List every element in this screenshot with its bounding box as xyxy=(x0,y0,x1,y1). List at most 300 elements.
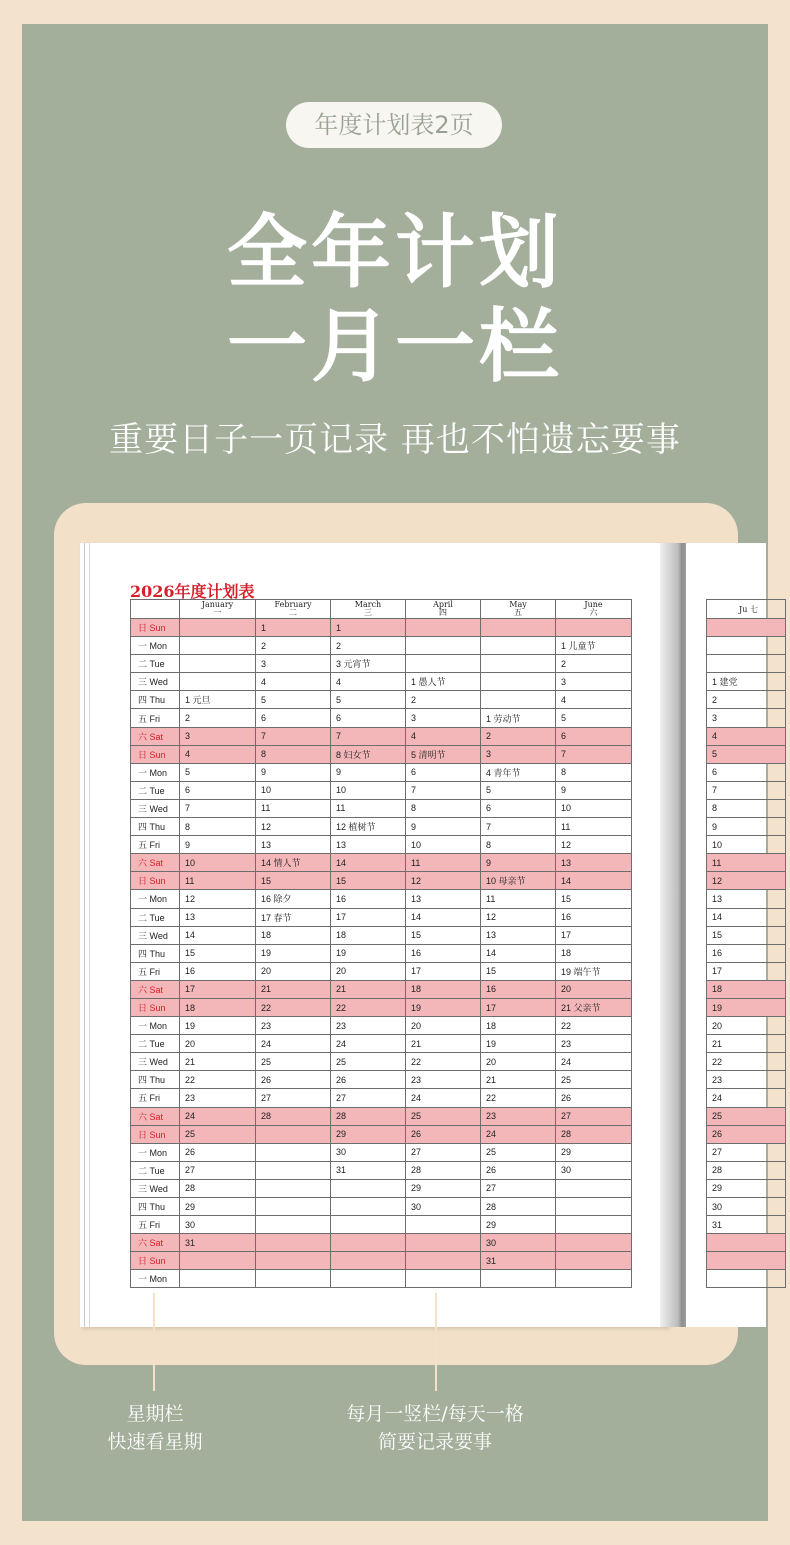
date-cell[interactable]: 5 xyxy=(707,745,786,763)
date-cell[interactable]: 25 xyxy=(556,1071,632,1089)
date-cell[interactable]: 27 xyxy=(481,1179,556,1197)
date-cell[interactable]: 23 xyxy=(707,1071,786,1089)
date-cell[interactable]: 4 xyxy=(180,745,256,763)
date-cell[interactable] xyxy=(331,1234,406,1252)
subtitle: 重要日子一页记录 再也不怕遗忘要事 xyxy=(109,420,681,460)
date-cell[interactable]: 5 xyxy=(556,709,632,727)
date-cell[interactable]: 28 xyxy=(707,1161,786,1179)
date-cell[interactable]: 27 xyxy=(180,1161,256,1179)
weekday-label: 日 Sun xyxy=(131,619,180,637)
date-cell[interactable] xyxy=(406,619,481,637)
date-cell[interactable]: 26 xyxy=(256,1071,331,1089)
date-cell[interactable]: 8 xyxy=(406,799,481,817)
date-cell[interactable] xyxy=(707,1270,786,1288)
date-cell[interactable]: 29 xyxy=(481,1216,556,1234)
date-cell[interactable]: 12 植树节 xyxy=(331,818,406,836)
date-cell[interactable]: 29 xyxy=(707,1179,786,1197)
date-cell[interactable] xyxy=(556,619,632,637)
date-cell[interactable]: 30 xyxy=(406,1198,481,1216)
date-cell[interactable]: 11 xyxy=(256,799,331,817)
date-cell[interactable]: 14 xyxy=(707,908,786,926)
calendar-row xyxy=(131,799,632,817)
date-cell[interactable]: 11 xyxy=(331,799,406,817)
month-header: Ju 七 xyxy=(707,600,786,619)
date-cell[interactable] xyxy=(331,1252,406,1270)
date-cell[interactable] xyxy=(481,637,556,655)
date-cell[interactable]: 28 xyxy=(481,1198,556,1216)
date-cell[interactable]: 28 xyxy=(556,1125,632,1143)
date-cell[interactable]: 3 xyxy=(256,655,331,673)
date-cell[interactable] xyxy=(406,1270,481,1288)
date-cell[interactable]: 19 xyxy=(331,944,406,962)
date-cell[interactable]: 18 xyxy=(707,980,786,998)
calendar-row xyxy=(707,1071,786,1089)
date-cell[interactable]: 22 xyxy=(481,1089,556,1107)
date-cell[interactable]: 30 xyxy=(331,1143,406,1161)
date-cell[interactable]: 2 xyxy=(707,691,786,709)
date-cell[interactable] xyxy=(707,1234,786,1252)
date-cell[interactable] xyxy=(256,1216,331,1234)
corner-header xyxy=(131,600,180,619)
date-cell[interactable]: 17 xyxy=(406,962,481,980)
date-cell[interactable]: 4 xyxy=(556,691,632,709)
date-cell[interactable]: 17 xyxy=(331,908,406,926)
date-cell[interactable] xyxy=(707,619,786,637)
date-cell[interactable] xyxy=(331,1179,406,1197)
date-cell[interactable]: 25 xyxy=(481,1143,556,1161)
date-cell[interactable]: 8 xyxy=(256,745,331,763)
date-cell[interactable]: 2 xyxy=(481,727,556,745)
date-cell[interactable]: 10 xyxy=(707,836,786,854)
date-cell[interactable]: 11 xyxy=(481,890,556,908)
date-cell[interactable]: 15 xyxy=(556,890,632,908)
date-cell[interactable] xyxy=(707,1252,786,1270)
date-cell[interactable]: 3 xyxy=(406,709,481,727)
date-cell[interactable] xyxy=(481,673,556,691)
date-cell[interactable]: 3 xyxy=(481,745,556,763)
date-cell[interactable]: 19 xyxy=(406,998,481,1016)
date-cell[interactable]: 27 xyxy=(707,1143,786,1161)
date-cell[interactable]: 29 xyxy=(556,1143,632,1161)
date-cell[interactable]: 5 xyxy=(331,691,406,709)
date-cell[interactable]: 19 xyxy=(180,1017,256,1035)
date-cell[interactable]: 19 xyxy=(481,1035,556,1053)
date-cell[interactable]: 6 xyxy=(556,727,632,745)
date-cell[interactable]: 18 xyxy=(481,1017,556,1035)
weekday-label: 日 Sun xyxy=(131,745,180,763)
date-cell[interactable] xyxy=(180,1270,256,1288)
date-cell[interactable]: 11 xyxy=(556,818,632,836)
date-cell[interactable]: 31 xyxy=(331,1161,406,1179)
date-cell[interactable]: 6 xyxy=(256,709,331,727)
date-cell[interactable]: 8 妇女节 xyxy=(331,745,406,763)
date-cell[interactable]: 12 xyxy=(707,872,786,890)
date-cell[interactable] xyxy=(556,1234,632,1252)
date-cell[interactable]: 10 xyxy=(180,854,256,872)
date-cell[interactable]: 12 xyxy=(556,836,632,854)
date-cell[interactable]: 7 xyxy=(707,781,786,799)
date-cell[interactable]: 21 xyxy=(331,980,406,998)
date-cell[interactable]: 15 xyxy=(180,944,256,962)
date-cell[interactable]: 25 xyxy=(180,1125,256,1143)
calendar-row xyxy=(707,1089,786,1107)
date-cell[interactable] xyxy=(256,1125,331,1143)
date-cell[interactable]: 15 xyxy=(406,926,481,944)
weekday-label: 二 Tue xyxy=(131,908,180,926)
date-cell[interactable]: 30 xyxy=(481,1234,556,1252)
date-cell[interactable]: 17 春节 xyxy=(256,908,331,926)
date-cell[interactable]: 6 xyxy=(707,763,786,781)
date-cell[interactable]: 15 xyxy=(707,926,786,944)
date-cell[interactable]: 27 xyxy=(256,1089,331,1107)
date-cell[interactable]: 28 xyxy=(331,1107,406,1125)
date-cell[interactable]: 20 xyxy=(256,962,331,980)
calendar-row xyxy=(131,673,632,691)
date-cell[interactable]: 15 xyxy=(481,962,556,980)
date-cell[interactable]: 22 xyxy=(406,1053,481,1071)
date-cell[interactable]: 26 xyxy=(556,1089,632,1107)
calendar-row xyxy=(131,1198,632,1216)
date-cell[interactable]: 22 xyxy=(707,1053,786,1071)
date-cell[interactable]: 19 xyxy=(707,998,786,1016)
date-cell[interactable]: 14 xyxy=(481,944,556,962)
date-cell[interactable]: 4 xyxy=(707,727,786,745)
date-cell[interactable] xyxy=(180,619,256,637)
date-cell[interactable]: 21 xyxy=(180,1053,256,1071)
date-cell[interactable]: 14 xyxy=(331,854,406,872)
date-cell[interactable]: 19 端午节 xyxy=(556,962,632,980)
date-cell[interactable]: 16 xyxy=(331,890,406,908)
date-cell[interactable]: 20 xyxy=(180,1035,256,1053)
date-cell[interactable] xyxy=(481,691,556,709)
date-cell[interactable] xyxy=(406,655,481,673)
date-cell[interactable]: 21 xyxy=(707,1035,786,1053)
date-cell[interactable] xyxy=(556,1179,632,1197)
date-cell[interactable]: 14 xyxy=(180,926,256,944)
caption-right xyxy=(315,1400,555,1456)
date-cell[interactable] xyxy=(556,1198,632,1216)
date-cell[interactable]: 9 xyxy=(256,763,331,781)
date-cell[interactable]: 10 xyxy=(406,836,481,854)
calendar-row xyxy=(707,944,786,962)
date-cell[interactable]: 17 xyxy=(707,962,786,980)
date-cell[interactable] xyxy=(256,1179,331,1197)
date-cell[interactable]: 15 xyxy=(331,872,406,890)
date-cell[interactable]: 11 xyxy=(707,854,786,872)
date-cell[interactable]: 18 xyxy=(180,998,256,1016)
date-cell[interactable]: 26 xyxy=(707,1125,786,1143)
date-cell[interactable]: 16 xyxy=(406,944,481,962)
date-cell[interactable] xyxy=(481,619,556,637)
date-cell[interactable]: 22 xyxy=(556,1017,632,1035)
weekday-label: 三 Wed xyxy=(131,1053,180,1071)
date-cell[interactable]: 24 xyxy=(481,1125,556,1143)
date-cell[interactable]: 6 xyxy=(180,781,256,799)
date-cell[interactable]: 1 愚人节 xyxy=(406,673,481,691)
planner-right-page xyxy=(686,543,766,1327)
weekday-label: 日 Sun xyxy=(131,998,180,1016)
date-cell[interactable]: 28 xyxy=(406,1161,481,1179)
date-cell[interactable]: 13 xyxy=(331,836,406,854)
date-cell[interactable]: 16 xyxy=(481,980,556,998)
date-cell[interactable]: 31 xyxy=(707,1216,786,1234)
date-cell[interactable]: 9 xyxy=(180,836,256,854)
date-cell[interactable]: 18 xyxy=(406,980,481,998)
calendar-row xyxy=(131,1089,632,1107)
date-cell[interactable] xyxy=(256,1234,331,1252)
date-cell[interactable] xyxy=(707,637,786,655)
date-cell[interactable] xyxy=(331,1198,406,1216)
date-cell[interactable]: 1 xyxy=(256,619,331,637)
date-cell[interactable] xyxy=(556,1216,632,1234)
date-cell[interactable] xyxy=(180,655,256,673)
date-cell[interactable]: 22 xyxy=(331,998,406,1016)
date-cell[interactable]: 10 xyxy=(256,781,331,799)
date-cell[interactable] xyxy=(256,1161,331,1179)
date-cell[interactable]: 4 xyxy=(256,673,331,691)
date-cell[interactable]: 30 xyxy=(707,1198,786,1216)
date-cell[interactable]: 9 xyxy=(556,781,632,799)
date-cell[interactable]: 9 xyxy=(406,818,481,836)
date-cell[interactable]: 23 xyxy=(256,1017,331,1035)
calendar-row xyxy=(707,637,786,655)
date-cell[interactable]: 20 xyxy=(556,980,632,998)
date-cell[interactable]: 21 xyxy=(406,1035,481,1053)
date-cell[interactable]: 16 xyxy=(556,908,632,926)
date-cell[interactable]: 24 xyxy=(180,1107,256,1125)
date-cell[interactable]: 7 xyxy=(556,745,632,763)
date-cell[interactable]: 27 xyxy=(406,1143,481,1161)
date-cell[interactable] xyxy=(406,637,481,655)
date-cell[interactable]: 13 xyxy=(256,836,331,854)
date-cell[interactable]: 22 xyxy=(256,998,331,1016)
date-cell[interactable] xyxy=(406,1252,481,1270)
date-cell[interactable] xyxy=(556,1252,632,1270)
date-cell[interactable]: 12 xyxy=(256,818,331,836)
date-cell[interactable]: 24 xyxy=(707,1089,786,1107)
calendar-row xyxy=(131,1035,632,1053)
date-cell[interactable] xyxy=(256,1198,331,1216)
date-cell[interactable]: 3 xyxy=(556,673,632,691)
date-cell[interactable] xyxy=(180,1252,256,1270)
weekday-label: 一 Mon xyxy=(131,1017,180,1035)
date-cell[interactable]: 14 xyxy=(556,872,632,890)
badge: 年度计划表2页 xyxy=(286,102,502,148)
date-cell[interactable]: 13 xyxy=(406,890,481,908)
date-cell[interactable]: 15 xyxy=(256,872,331,890)
date-cell[interactable]: 22 xyxy=(180,1071,256,1089)
date-cell[interactable]: 2 xyxy=(256,637,331,655)
date-cell[interactable]: 11 xyxy=(406,854,481,872)
calendar-row xyxy=(131,872,632,890)
date-cell[interactable]: 20 xyxy=(331,962,406,980)
date-cell[interactable]: 30 xyxy=(180,1216,256,1234)
date-cell[interactable]: 5 清明节 xyxy=(406,745,481,763)
weekday-label: 四 Thu xyxy=(131,1198,180,1216)
calendar-row xyxy=(707,1143,786,1161)
date-cell[interactable]: 1 xyxy=(331,619,406,637)
date-cell[interactable]: 31 xyxy=(481,1252,556,1270)
date-cell[interactable]: 28 xyxy=(180,1179,256,1197)
date-cell[interactable]: 3 xyxy=(707,709,786,727)
date-cell[interactable]: 18 xyxy=(256,926,331,944)
date-cell[interactable] xyxy=(406,1234,481,1252)
date-cell[interactable]: 7 xyxy=(331,727,406,745)
weekday-label: 二 Tue xyxy=(131,655,180,673)
date-cell[interactable]: 1 建党 xyxy=(707,673,786,691)
date-cell[interactable]: 27 xyxy=(331,1089,406,1107)
date-cell[interactable]: 8 xyxy=(556,763,632,781)
date-cell[interactable]: 11 xyxy=(180,872,256,890)
date-cell[interactable]: 5 xyxy=(256,691,331,709)
date-cell[interactable]: 10 母亲节 xyxy=(481,872,556,890)
date-cell[interactable]: 7 xyxy=(180,799,256,817)
date-cell[interactable]: 17 xyxy=(556,926,632,944)
date-cell[interactable]: 25 xyxy=(256,1053,331,1071)
date-cell[interactable]: 18 xyxy=(556,944,632,962)
date-cell[interactable]: 9 xyxy=(707,818,786,836)
date-cell[interactable]: 13 xyxy=(180,908,256,926)
date-cell[interactable]: 30 xyxy=(556,1161,632,1179)
date-cell[interactable]: 24 xyxy=(406,1089,481,1107)
date-cell[interactable]: 7 xyxy=(481,818,556,836)
date-cell[interactable]: 8 xyxy=(707,799,786,817)
date-cell[interactable]: 14 xyxy=(406,908,481,926)
date-cell[interactable] xyxy=(180,637,256,655)
date-cell[interactable]: 25 xyxy=(406,1107,481,1125)
date-cell[interactable]: 19 xyxy=(256,944,331,962)
calendar-row xyxy=(707,980,786,998)
weekday-label: 五 Fri xyxy=(131,1089,180,1107)
date-cell[interactable]: 20 xyxy=(707,1017,786,1035)
date-cell[interactable]: 23 xyxy=(406,1071,481,1089)
date-cell[interactable]: 2 xyxy=(331,637,406,655)
date-cell[interactable]: 1 儿童节 xyxy=(556,637,632,655)
date-cell[interactable]: 26 xyxy=(331,1071,406,1089)
weekday-label: 五 Fri xyxy=(131,709,180,727)
date-cell[interactable]: 9 xyxy=(481,854,556,872)
date-cell[interactable]: 23 xyxy=(331,1017,406,1035)
date-cell[interactable]: 7 xyxy=(406,781,481,799)
date-cell[interactable] xyxy=(256,1252,331,1270)
date-cell[interactable]: 29 xyxy=(406,1179,481,1197)
date-cell[interactable]: 12 xyxy=(481,908,556,926)
date-cell[interactable]: 2 xyxy=(556,655,632,673)
date-cell[interactable]: 24 xyxy=(331,1035,406,1053)
date-cell[interactable]: 13 xyxy=(556,854,632,872)
date-cell[interactable]: 4 青年节 xyxy=(481,763,556,781)
month-name: April xyxy=(433,600,453,609)
calendar-row xyxy=(707,1234,786,1252)
date-cell[interactable]: 18 xyxy=(331,926,406,944)
date-cell[interactable]: 6 xyxy=(406,763,481,781)
date-cell[interactable]: 4 xyxy=(331,673,406,691)
date-cell[interactable]: 10 xyxy=(556,799,632,817)
date-cell[interactable]: 6 xyxy=(481,799,556,817)
date-cell[interactable]: 29 xyxy=(180,1198,256,1216)
date-cell[interactable]: 27 xyxy=(556,1107,632,1125)
date-cell[interactable]: 16 除夕 xyxy=(256,890,331,908)
date-cell[interactable]: 24 xyxy=(256,1035,331,1053)
date-cell[interactable]: 6 xyxy=(331,709,406,727)
date-cell[interactable]: 2 xyxy=(180,709,256,727)
date-cell[interactable]: 9 xyxy=(331,763,406,781)
date-cell[interactable]: 8 xyxy=(481,836,556,854)
date-cell[interactable]: 16 xyxy=(707,944,786,962)
date-cell[interactable]: 21 xyxy=(481,1071,556,1089)
calendar-row xyxy=(707,1270,786,1288)
date-cell[interactable] xyxy=(256,1143,331,1161)
caption-right-line-2: 简要记录要事 xyxy=(377,1431,492,1453)
page-edge-line xyxy=(89,543,90,1327)
date-cell[interactable] xyxy=(481,655,556,673)
date-cell[interactable]: 20 xyxy=(406,1017,481,1035)
date-cell[interactable]: 1 元旦 xyxy=(180,691,256,709)
date-cell[interactable]: 23 xyxy=(180,1089,256,1107)
date-cell[interactable]: 12 xyxy=(406,872,481,890)
calendar-row xyxy=(131,1053,632,1071)
date-cell[interactable]: 21 xyxy=(256,980,331,998)
month-name: June xyxy=(584,600,603,609)
date-cell[interactable] xyxy=(256,1270,331,1288)
date-cell[interactable] xyxy=(481,1270,556,1288)
date-cell[interactable]: 13 xyxy=(481,926,556,944)
date-cell[interactable]: 3 元宵节 xyxy=(331,655,406,673)
date-cell[interactable]: 12 xyxy=(180,890,256,908)
date-cell[interactable]: 23 xyxy=(481,1107,556,1125)
date-cell[interactable] xyxy=(331,1216,406,1234)
date-cell[interactable]: 16 xyxy=(180,962,256,980)
date-cell[interactable]: 25 xyxy=(707,1107,786,1125)
date-cell[interactable]: 14 情人节 xyxy=(256,854,331,872)
date-cell[interactable]: 2 xyxy=(406,691,481,709)
date-cell[interactable]: 4 xyxy=(406,727,481,745)
date-cell[interactable] xyxy=(180,673,256,691)
date-cell[interactable]: 5 xyxy=(481,781,556,799)
date-cell[interactable]: 25 xyxy=(331,1053,406,1071)
date-cell[interactable]: 20 xyxy=(481,1053,556,1071)
calendar-row xyxy=(131,1071,632,1089)
date-cell[interactable] xyxy=(556,1270,632,1288)
date-cell[interactable]: 10 xyxy=(331,781,406,799)
date-cell[interactable]: 28 xyxy=(256,1107,331,1125)
weekday-label: 五 Fri xyxy=(131,1216,180,1234)
date-cell[interactable]: 23 xyxy=(556,1035,632,1053)
date-cell[interactable]: 1 劳动节 xyxy=(481,709,556,727)
month-header xyxy=(331,600,406,619)
date-cell[interactable] xyxy=(331,1270,406,1288)
weekday-label: 三 Wed xyxy=(131,799,180,817)
date-cell[interactable]: 21 父亲节 xyxy=(556,998,632,1016)
date-cell[interactable]: 26 xyxy=(481,1161,556,1179)
calendar-row xyxy=(707,799,786,817)
date-cell[interactable]: 7 xyxy=(256,727,331,745)
date-cell[interactable]: 29 xyxy=(331,1125,406,1143)
caption-left-line-2: 快速看星期 xyxy=(107,1431,203,1453)
date-cell[interactable]: 17 xyxy=(481,998,556,1016)
date-cell[interactable] xyxy=(707,655,786,673)
date-cell[interactable]: 8 xyxy=(180,818,256,836)
date-cell[interactable]: 17 xyxy=(180,980,256,998)
date-cell[interactable]: 31 xyxy=(180,1234,256,1252)
date-cell[interactable]: 13 xyxy=(707,890,786,908)
date-cell[interactable]: 26 xyxy=(406,1125,481,1143)
date-cell[interactable]: 26 xyxy=(180,1143,256,1161)
date-cell[interactable]: 3 xyxy=(180,727,256,745)
date-cell[interactable]: 24 xyxy=(556,1053,632,1071)
date-cell[interactable] xyxy=(406,1216,481,1234)
date-cell[interactable]: 5 xyxy=(180,763,256,781)
